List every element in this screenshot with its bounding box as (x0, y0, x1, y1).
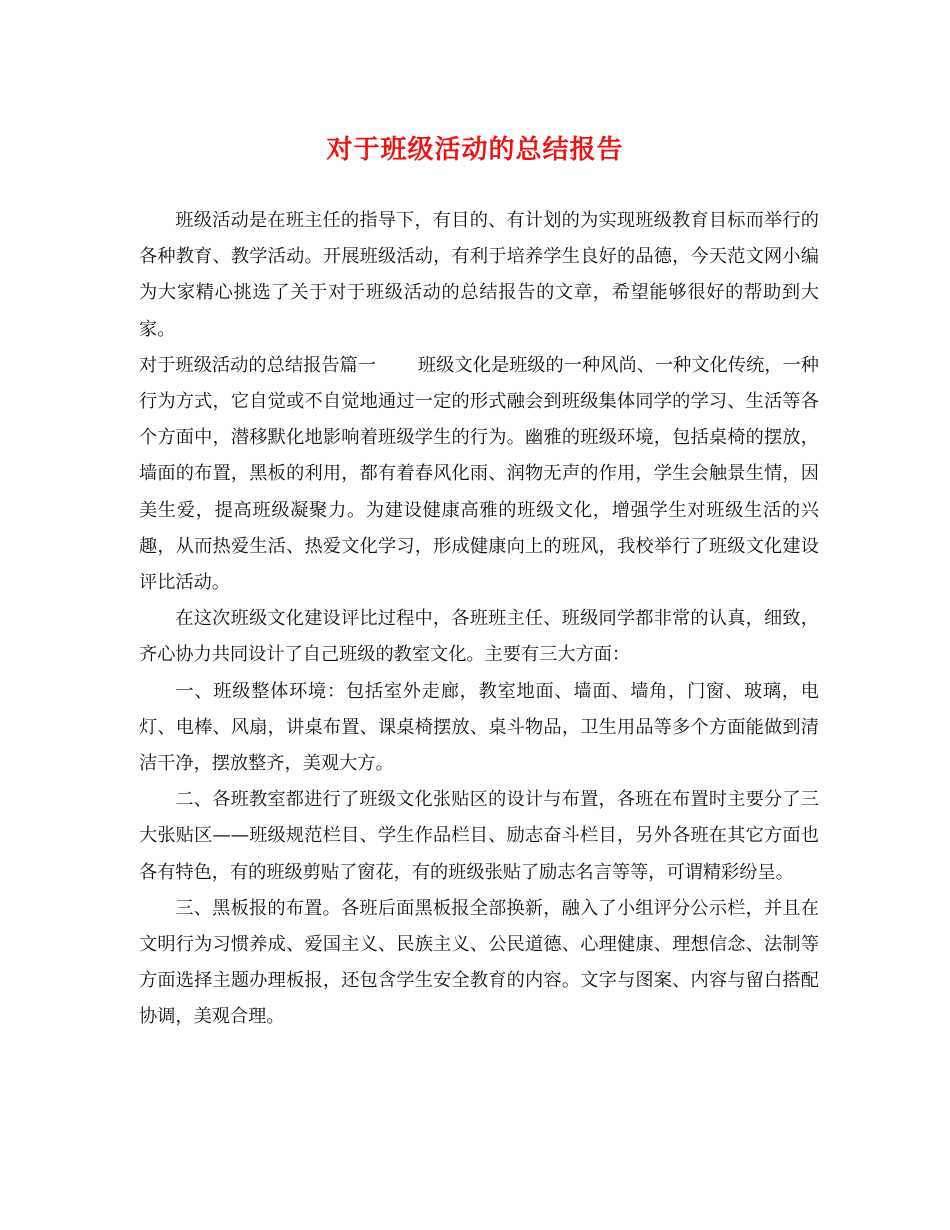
body-paragraph-blackboard: 三、黑板报的布置。各班后面黑板报全部换新，融入了小组评分公示栏，并且在文明行为习惯养成、爱国主义、民族主义、公民道德、心理健康、理想信念、法制等方面选择主题办理板报，还包含学生安全教育的内容。文字与图案、内容与留白搭配协调，美观合理。 (139, 897, 819, 1028)
body-paragraph-environment: 一、班级整体环境：包括室外走廊，教室地面、墙面、墙角，门窗、玻璃，电灯、电棒、风扇，讲桌布置、课桌椅摆放、桌斗物品，卫生用品等多个方面能做到清洁干净，摆放整齐，美观大方。 (139, 680, 819, 775)
section-paragraph (139, 348, 819, 601)
section-body: 班级文化是班级的一种风尚、一种文化传统，一种行为方式，它自觉或不自觉地通过一定的形式融会到班级集体同学的学习、生活等各个方面中，潜移默化地影响着班级学生的行为。幽雅的班级环境，包括桌椅的摆放，墙面的布置，黑板的利用，都有着春风化雨、润物无声的作用，学生会触景生情，因美生爱，提高班级凝聚力。为建设健康高雅的班级文化，增强学生对班级生活的兴趣，从而热爱生活、热爱文化学习，形成健康向上的班风，我校举行了班级文化建设评比活动。 (139, 354, 819, 594)
body-paragraph-overview: 在这次班级文化建设评比过程中，各班班主任、班级同学都非常的认真，细致，齐心协力共同设计了自己班级的教室文化。主要有三大方面： (139, 608, 819, 666)
body-paragraph-posting-area: 二、各班教室都进行了班级文化张贴区的设计与布置，各班在布置时主要分了三大张贴区——班级规范栏目、学生作品栏目、励志奋斗栏目，另外各班在其它方面也各有特色，有的班级剪贴了窗花，有的班级张贴了励志名言等等，可谓精彩纷呈。 (139, 789, 819, 883)
document-body (139, 203, 819, 1036)
document-title: 对于班级活动的总结报告 (326, 135, 624, 165)
section-heading: 对于班级活动的总结报告篇一 (139, 354, 377, 376)
intro-paragraph: 班级活动是在班主任的指导下，有目的、有计划的为实现班级教育目标而举行的各种教育、教学活动。开展班级活动，有利于培养学生良好的品德，今天范文网小编为大家精心挑选了关于对于班级活动的总结报告的文章，希望能够很好的帮助到大家。 (139, 210, 819, 340)
